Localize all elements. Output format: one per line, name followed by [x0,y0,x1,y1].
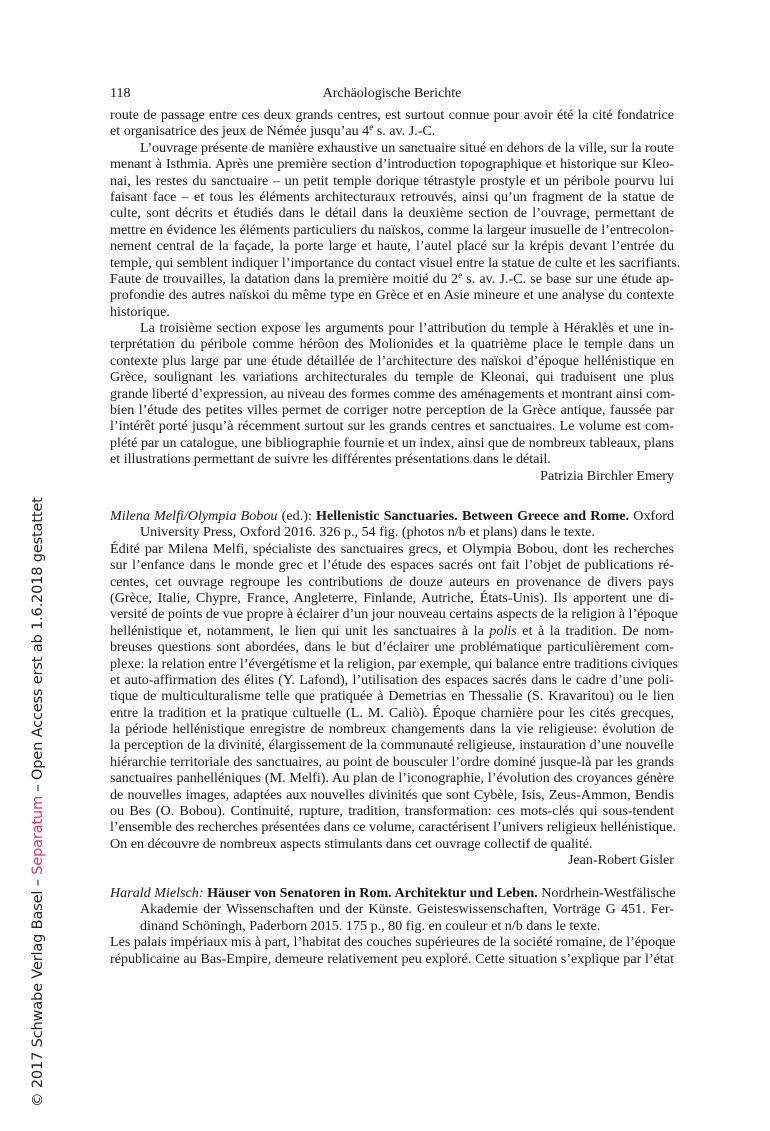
text-run: et auto-affirmation des élites (Y. Lafond), l’utilisation des espaces sacrés dans le cadre d’une poli- [110,671,674,688]
text-run: Oxford [629,508,674,524]
text-line [110,557,674,573]
text-run: La troisième section expose les arguments pour l’attribution du temple à Héraklès et une in- [140,320,674,337]
text-run: historique. [110,303,170,320]
text-run: Grèce, soulignant les variations architecturales du temple de Kleonai, qui traduisent une plus [110,369,674,386]
text-line [110,287,674,303]
review-patrizia-birchler-emery [110,107,681,484]
text-line [110,951,674,967]
text-run: Les palais impériaux mis à part, l’habitat des couches supérieures de la société romaine, de l’époque [110,934,676,951]
text-line [110,336,674,352]
text-run: Patrizia Birchler Emery [540,467,674,484]
text-line [110,238,674,254]
text-line [110,123,674,139]
text-run: sur l’enfance dans le monde grec et l’étude des espaces sacrés ont fait l’objet de publications ré- [110,557,674,574]
text-line [110,623,674,639]
text-line [110,451,674,467]
text-line [110,524,674,540]
text-line [110,205,674,221]
review-hellenistic-sanctuaries [110,508,678,869]
text-run: temple, qui semblent indiquer l’importance du contact visuel entre la statue de culte et les sacrifiants. [110,254,681,271]
text-line [110,320,674,336]
text-line [110,754,674,770]
text-run: On en découvre de nombreux aspects stimulants dans cet ouvrage collectif de qualité. [110,835,593,852]
text-run: Faute de trouvailles, la datation dans la première moitié du 2 [110,270,459,287]
text-run: centes, cet ouvrage regroupe les contributions de douze auteurs en provenance de divers pays [110,573,674,590]
text-line [110,271,674,287]
text-line [110,369,674,385]
text-run: nai, les restes du sanctuaire – un petit temple dorique tétrastyle prostyle et un péribole pourvu lui [110,172,674,189]
text-run: (Grèce, Italie, Chypre, France, Angleterre, Finlande, Autriche, États-Unis). Ils apportent une di- [110,589,674,606]
author-name: Milena Melfi/Olympia Bobou [110,508,278,524]
open-access-note: – Open Access erst ab 1.6.2018 gestattet [29,497,46,797]
copyright-text: © 2017 Schwabe Verlag Basel – [29,874,46,1107]
text-run: (ed.): [277,508,317,524]
text-run: plété par un catalogue, une bibliographie fournie et un index, ainsi que de nombreux tableaux, plans [110,434,674,451]
text-run: Jean-Robert Gisler [567,852,674,869]
text-line [110,655,678,672]
text-run: et organisatrice des jeux de Némée jusqu’au 4 [110,123,370,140]
author-name: polis [489,622,517,639]
text-run: breuses questions sont abordées, dans le but d’éclairer une problématique particulièrement com- [110,639,674,656]
text-run: nement central de la façade, la porte large et haute, l’autel placé sur la krépis devant l’entrée du [110,238,674,255]
text-line [110,508,674,524]
text-run: menant à Isthmia. Après une première section d’introduction topographique et historique sur Kleo- [110,156,674,173]
superscript: e [369,122,374,133]
text-run: profondie des autres naïskoi du même type en Grèce et en Asie mineure et une analyse du contexte [110,287,674,304]
text-line [110,803,674,819]
text-line [110,222,674,238]
text-run: L’ouvrage présente de manière exhaustive un sanctuaire situé en dehors de la ville, sur la route [140,139,674,156]
book-title: Hellenistic Sanctuaries. Between Greece and Rome. [316,508,630,524]
running-title: Archäologische Berichte [322,86,462,101]
text-run: sanctuaires panhelléniques (M. Melfi). Au plan de l’iconographie, l’évolution des croyances génère [110,770,674,787]
text-run: Akademie der Wissenschaften und der Künste. Geisteswissenschaften, Vorträge G 451. Fer- [140,901,674,918]
text-run: tique de multiculturalisme telle que pratiquée à Demetrias en Thessalie (S. Kravaritou) ou le lien [110,688,674,705]
text-run: et illustrations permettant de suivre les différentes présentations dans le détail. [110,451,551,468]
text-line [110,901,674,917]
text-run: l’ensemble des recherches présentées dans ce volume, caractérisent l’univers religieux hellénistique. [110,819,676,836]
text-line [110,189,674,205]
text-line [110,386,674,402]
text-line [110,885,674,901]
text-run: versité de points de vue propre à éclairer d’un jour nouveau certains aspects de la religion à l’époque [110,606,678,623]
text-line [110,688,674,704]
text-run: Nordrhein-Westfälische [537,885,676,901]
text-line [110,918,674,934]
reviewer-signature [110,852,674,868]
text-line [110,254,681,271]
separatum-label: Separatum [29,796,46,875]
text-line [110,140,674,156]
text-line [110,304,674,320]
text-run: culte, sont décrits et étudiés dans le détail dans la deuxième section de l’ouvrage, permettant de [110,205,674,222]
text-run: route de passage entre ces deux grands centres, est surtout connue pour avoir été la cité fondatrice [110,107,674,123]
text-run: Édité par Milena Melfi, spécialiste des sanctuaires grecs, et Olympia Bobou, dont les recherches [110,540,674,557]
text-line [110,353,674,369]
text-line [110,418,674,434]
text-run: hiérarchie territoriale des sanctuaires, au point de bousculer l’ordre dominé jusque-là par les grands [110,753,674,770]
text-line [110,819,674,835]
text-run: l’intérêt porté jusqu’à récemment surtout sur les grands centres et sanctuaires. Le volume est com- [110,418,674,435]
text-line [110,541,674,557]
text-run: plexe: la relation entre l’évergétisme et la religion, par exemple, qui balance entre traditions civiques [110,655,678,672]
copyright-sidebar [29,497,46,1107]
author-name: Harald Mielsch: [110,885,204,901]
text-run: mettre en évidence les éléments particuliers du naïskos, comme la largeur inusuelle de l’entrecolon- [110,221,674,238]
page-number: 118 [110,86,131,101]
text-run: dinand Schöningh, Paderborn 2015. 175 p., 80 fig. en couleur et n/b dans le texte. [140,917,601,934]
book-title: Häuser von Senatoren in Rom. Architektur und Leben. [207,885,538,901]
text-run: hellénistique et, notamment, le lien qui unit les sanctuaires à la [110,622,490,639]
text-run: s. av. J.-C. se base sur une étude ap- [462,270,674,287]
text-run: la perception de la divinité, élargissement de la communauté religieuse, instauration d’une nouvelle [110,737,674,754]
text-line [110,705,674,721]
text-line [110,156,674,172]
text-line [110,639,674,655]
text-run: contexte plus large par une étude détaillée de l’architecture des naïskoi d’époque hellénistique en [110,352,674,369]
text-line [110,574,674,590]
text-line [110,770,674,786]
text-run: la période hellénistique enregistre de nombreux changements dans la vie religieuse: évolution de [110,721,674,738]
running-header [110,86,674,104]
text-run: grande liberté d’expression, au niveau des formes comme des aménagements et montrant ainsi com- [110,385,676,402]
text-line [110,737,674,753]
text-line [110,402,674,418]
text-run: bien l’étude des petites villes permet de corriger notre perception de la Grèce antique, faussée par [110,402,674,419]
text-line [110,606,678,623]
text-line [110,173,674,189]
text-run: républicaine au Bas-Empire, demeure relativement peu exploré. Cette situation s’explique par l’état [110,950,674,967]
text-line [110,721,674,737]
text-run: faisant face – et tous les éléments architecturaux retrouvés, ainsi qu’un fragment de la statue de [110,188,674,205]
review-haeuser-von-senatoren [110,885,674,967]
reviewer-signature [110,468,674,484]
text-line [110,672,674,688]
text-line [110,107,674,123]
text-line [110,787,674,803]
text-run: et à la tradition. De nom- [516,622,674,639]
text-run: s. av. J.-C. [373,123,436,140]
text-run: terprétation du péribole comme hérôon des Molionides et la quatrième place le temple dans un [110,336,674,353]
text-line [110,934,674,950]
superscript: e [458,269,463,280]
text-line [110,435,674,451]
text-run: entre la tradition et la pratique cultuelle (L. M. Caliò). Époque charnière pour les cités grecques, [110,704,674,721]
text-line [110,836,674,852]
text-run: ou Bes (O. Bobou). Continuité, rupture, tradition, transformation: ces mots-clés qui sous-tendent [110,803,674,820]
text-run: de nouvelles images, adaptées aux nouvelles divinités que sont Cybèle, Isis, Zeus-Ammon, Bendis [110,786,674,803]
text-line [110,590,674,606]
text-run: University Press, Oxford 2016. 326 p., 54 fig. (photos n/b et plans) dans le texte. [140,524,595,541]
